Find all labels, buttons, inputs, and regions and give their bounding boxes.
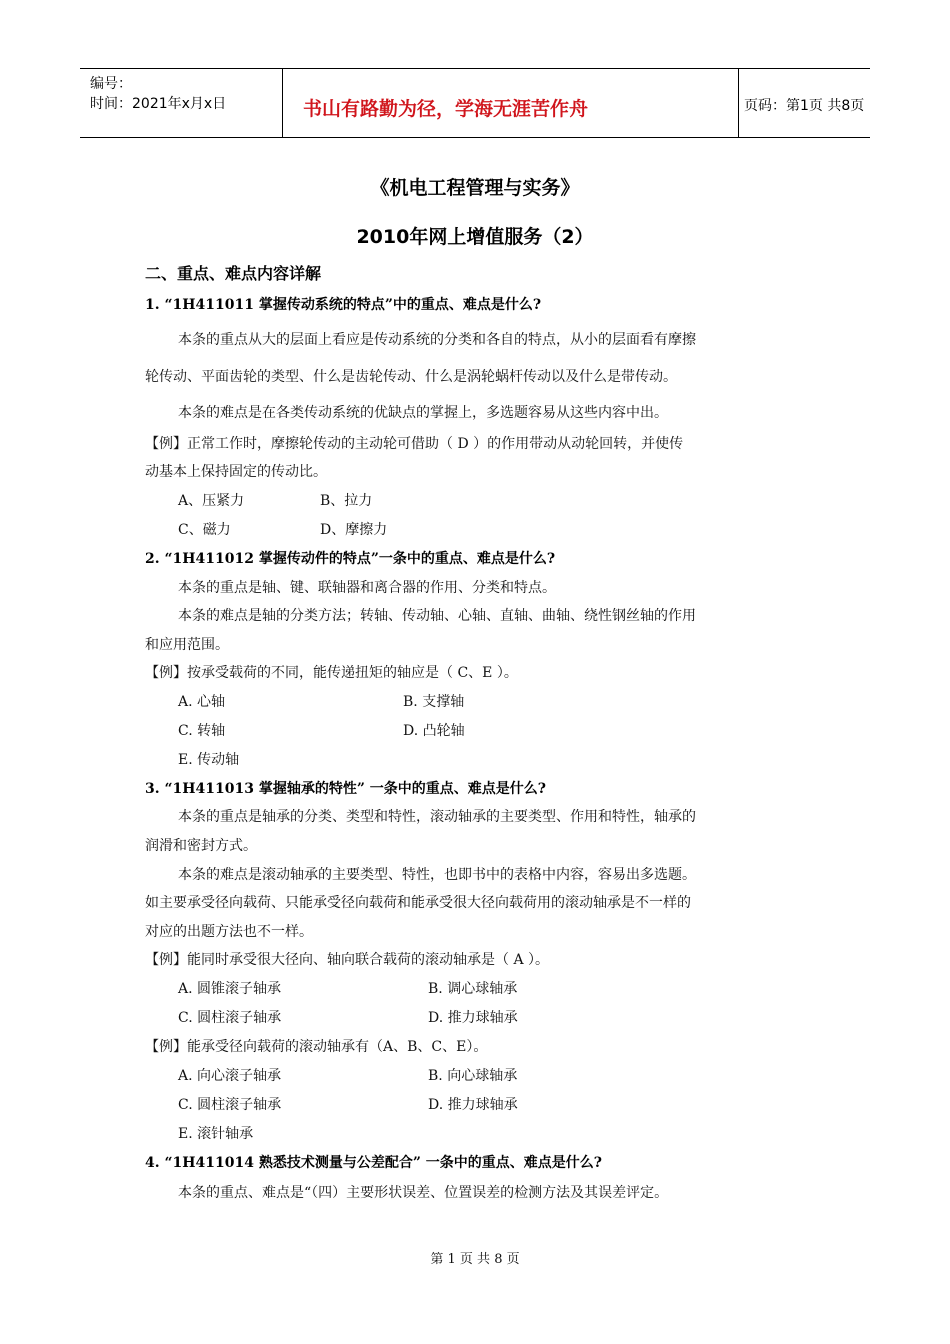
question-3-heading: 3. “1H411013 掌握轴承的特性” 一条中的重点、难点是什么? — [145, 781, 546, 797]
document-subtitle: 2010年网上增值服务（2） — [356, 226, 594, 248]
q3-ex2-option-c: C. 圆柱滚子轴承 — [178, 1097, 282, 1113]
q1-example-line1: 【例】正常工作时，摩擦轮传动的主动轮可借助（ D ）的作用带动从动轮回转，并使传 — [145, 436, 684, 452]
page-label: 页码：第1页 共8页 — [744, 98, 865, 114]
q1-option-c: C、磁力 — [178, 522, 231, 538]
q3-para2-line1: 本条的难点是滚动轴承的主要类型、特性，也即书中的表格中内容，容易出多选题。 — [178, 867, 696, 883]
q3-ex1-option-d: D. 推力球轴承 — [428, 1010, 518, 1026]
document-title: 《机电工程管理与实务》 — [370, 177, 580, 199]
q3-ex2-option-d: D. 推力球轴承 — [428, 1097, 518, 1113]
q1-para1-line1: 本条的重点从大的层面上看应是传动系统的分类和各自的特点，从小的层面看有摩擦 — [178, 332, 696, 348]
q3-ex1-option-a: A. 圆锥滚子轴承 — [178, 981, 282, 997]
motto-text: 书山有路勤为径，学海无涯苦作舟 — [303, 98, 589, 120]
header-table — [80, 68, 870, 138]
q3-ex1-option-b: B. 调心球轴承 — [428, 981, 518, 997]
q3-ex1-option-c: C. 圆柱滚子轴承 — [178, 1010, 282, 1026]
q3-para2-line2: 如主要承受径向载荷、只能承受径向载荷和能承受很大径向载荷用的滚动轴承是不一样的 — [145, 895, 691, 911]
q3-para1-line2: 润滑和密封方式。 — [145, 838, 257, 854]
number-label: 编号： — [90, 76, 132, 92]
q1-option-b: B、拉力 — [320, 493, 373, 509]
q3-para2-line3: 对应的出题方法也不一样。 — [145, 924, 313, 940]
section-heading: 二、重点、难点内容详解 — [145, 264, 322, 283]
question-1-heading: 1. “1H411011 掌握传动系统的特点”中的重点、难点是什么? — [145, 297, 542, 313]
q2-option-e: E. 传动轴 — [178, 752, 240, 768]
q1-example-line2: 动基本上保持固定的传动比。 — [145, 464, 327, 480]
header-motto-cell — [282, 69, 739, 137]
q2-para2-line1: 本条的难点是轴的分类方法；转轴、传动轴、心轴、直轴、曲轴、绕性钢丝轴的作用 — [178, 608, 696, 624]
q1-option-d: D、摩擦力 — [320, 522, 388, 538]
q4-para1: 本条的重点、难点是“（四）主要形状误差、位置误差的检测方法及其误差评定。 — [178, 1185, 669, 1201]
q2-para1: 本条的重点是轴、键、联轴器和离合器的作用、分类和特点。 — [178, 580, 556, 596]
q1-para2: 本条的难点是在各类传动系统的优缺点的掌握上，多选题容易从这些内容中出。 — [178, 405, 668, 421]
q1-para1-line2: 轮传动、平面齿轮的类型、什么是齿轮传动、什么是涡轮蜗杆传动以及什么是带传动。 — [145, 369, 677, 385]
date-label: 时间：2021年x月x日 — [90, 96, 227, 112]
q2-option-d: D. 凸轮轴 — [403, 723, 465, 739]
header-left-cell — [80, 69, 282, 137]
question-4-heading: 4. “1H411014 熟悉技术测量与公差配合” 一条中的重点、难点是什么? — [145, 1155, 602, 1171]
q3-example-1: 【例】能同时承受很大径向、轴向联合载荷的滚动轴承是（ A ）。 — [145, 952, 550, 968]
q3-ex2-option-e: E. 滚针轴承 — [178, 1126, 254, 1142]
q3-para1-line1: 本条的重点是轴承的分类、类型和特性，滚动轴承的主要类型、作用和特性，轴承的 — [178, 809, 696, 825]
q3-ex2-option-b: B. 向心球轴承 — [428, 1068, 518, 1084]
q2-example: 【例】按承受载荷的不同，能传递扭矩的轴应是（ C、E ）。 — [145, 665, 518, 681]
q2-para2-line2: 和应用范围。 — [145, 637, 229, 653]
header-page-cell — [738, 69, 870, 137]
q2-option-a: A. 心轴 — [178, 694, 226, 710]
question-2-heading: 2. “1H411012 掌握传动件的特点”一条中的重点、难点是什么? — [145, 551, 556, 567]
q3-ex2-option-a: A. 向心滚子轴承 — [178, 1068, 282, 1084]
q3-example-2: 【例】能承受径向载荷的滚动轴承有（A、B、C、E）。 — [145, 1039, 488, 1055]
page-footer: 第 1 页 共 8 页 — [430, 1252, 520, 1267]
q2-option-c: C. 转轴 — [178, 723, 226, 739]
q1-option-a: A、压紧力 — [178, 493, 245, 509]
q2-option-b: B. 支撑轴 — [403, 694, 465, 710]
